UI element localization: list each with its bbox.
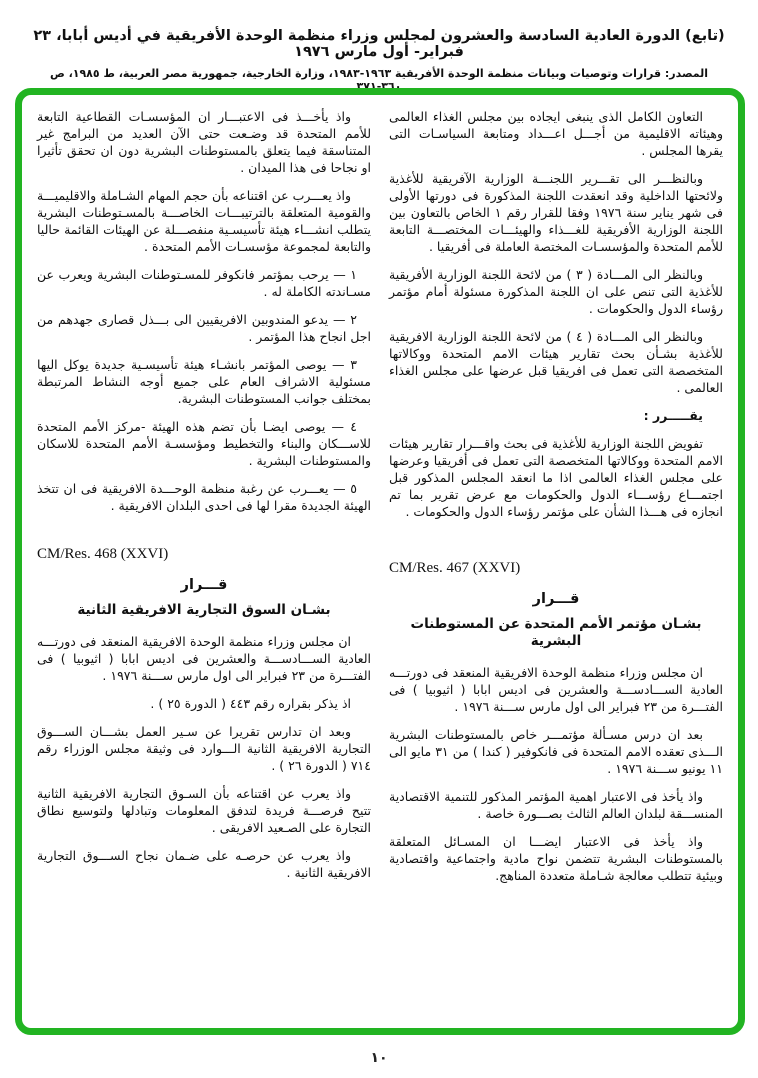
resolution-number-467: CM/Res. 467 (XXVI) (389, 560, 521, 576)
paragraph: واذ يأخذ فى الاعتبار ايضـــا ان المسـائل المتعلقة بالمستوطنات البشرية تتضمن نواح مادية واجتماعية واقتصادية وبيئية تتطلب معالجة شـاملة متعددة المناهج. (389, 834, 723, 883)
page-number: ١٠ (370, 1050, 388, 1066)
numbered-item: ١ — يرحب بمؤتمر فانكوفر للمسـتوطنات البشرية ويعرب عن مسـاندته الكاملة له . (37, 267, 371, 299)
paragraph: واذ يعـــرب عن اقتناعه بأن حجم المهام الشـاملة والاقليميـــة والقومية المتعلقة بالترتيبـــات الخاصـــة بالمسـتوطنات البشرية يتطلب انشـــاء هيئة تأسيسـية منفصـــلة عن الهيئات القائمة حاليا والتابعة لمجموعة مؤسسـات الأمم المتحدة . (37, 188, 371, 254)
numbered-item: ٤ — يوصى ايضـا بأن تضم هذه الهيئة -مركز الأمم المتحدة للاســـكان والبناء والتخطيط ومؤسسـة الأمم المتحدة للاسكان والمستوطنات البشرية . (37, 419, 371, 468)
left-column (37, 108, 371, 1018)
resolution-subtitle: بشـان السوق التجارية الافريقية الثانية (77, 602, 331, 618)
paragraph: اذ يذكر بقراره رقم ٤٤٣ ( الدورة ٢٥ ) . (150, 696, 351, 711)
numbered-item: ٣ — يوصى المؤتمر بانشـاء هيئة تأسيسـية جديدة يوكل اليها مسئولية الاشراف العام على جميع أوجه النشاط المرتبطة بمختلف جوانب المستوطنات البشرية. (37, 357, 371, 406)
paragraph: واذ يأخذ فى الاعتبار اهمية المؤتمر المذكور للتنمية الاقتصادية المنســـقة لبلدان العالم الثالث بصـــورة خاصة . (389, 789, 723, 821)
paragraph: التعاون الكامل الذى ينبغى ايجاده بين مجلس الغذاء العالمى وهيئاته الاقليمية من أجـــل اعـــداد ومتابعة السياسـات التى يقرها المجلس . (389, 109, 723, 158)
paragraph: واذ يعرب عن اقتناعه بأن السـوق التجارية الافريقية الثانية تتيح فرصـــة فريدة لتدفق المعلومات وتبادلها ولتوسيع نطاق التجارة على الصـعيد الافريقى . (37, 786, 371, 835)
decision-word: يقـــــرر : (643, 408, 703, 423)
two-column-layout (37, 108, 723, 1018)
paragraph: بعد ان درس مسـألة مؤتمـــر خاص بالمستوطنات البشرية الـــذى تعقده الامم المتحدة فى فانكوفير ( كندا ) من ٣١ مايو الى ١١ يونيو ســـنة ١٩٧٦ . (389, 727, 724, 776)
paragraph: وبالنظر الى المـــادة ( ٣ ) من لائحة اللجنة الوزارية الأفريقية للأغذية التى تنص على ان اللجنة المذكورة مسئولة أمام مؤتمر رؤساء الدول والحكومات . (389, 267, 723, 316)
right-column (389, 108, 723, 1018)
resolution-title: قـــرار (180, 577, 228, 593)
paragraph: وبالنظـــر الى تقـــرير اللجنـــة الوزارية الآفريقية للأغذية ولائحتها الداخلية وقد انعقدت اللجنة المذكورة فى دورتها الأولى فى شهر يناير سنة ١٩٧٦ وفقا للقرار رقم ١ الخاص بالتعاون بين اللجنة الوزارية الأفريقية للغـــذاء والهيئـــات المختصـــة التابعة للأمم المتحدة والمؤسسـات المختصة العاملة فى أفريقيا . (389, 171, 723, 254)
paragraph: وبعد ان تدارس تقريرا عن سـير العمل بشـــان الســـوق التجارية الافريقية الثانية الـــوارد فى وثيقة مجلس الوزراء رقم ٧١٤ ( الدورة ٢٦ ) . (37, 724, 371, 773)
paragraph: واذ يأخـــذ فى الاعتبـــار ان المؤسسـات القطاعية التابعة للأمم المتحدة قد وضـعت حتى الآن العديد من البرامج غير المتناسقة فيما يتعلق بالمستوطنات البشرية دون ان تحقق تأثيرا او نجاحا فى هذا الميدان . (37, 109, 371, 175)
paragraph: ان مجلس وزراء منظمة الوحدة الافريقية المنعقد فى دورتـــه العادية الســـادســـة والعشرين فى اديس ابابا ( اثيوبيا ) فى الفتـــرة من ٢٣ فبراير الى اول مارس ســـنة ١٩٧٦ . (37, 634, 371, 683)
paragraph: ان مجلس وزراء منظمة الوحدة الافريقية المنعقد فى دورتـــه العادية الســـادســـة والعشرين فى اديس ابابا ( اثيوبيا ) فى الفتـــرة من ٢٣ فبراير الى اول مارس ســـنة ١٩٧٦ . (389, 665, 723, 714)
resolution-number-468: CM/Res. 468 (XXVI) (37, 546, 169, 562)
header-session-title: (تابع) الدورة العادية السادسة والعشرون لمجلس وزراء منظمة الوحدة الأفريقية في أديس أبابا، ٢٣ فبراير- أول مارس ١٩٧٦ (33, 28, 725, 60)
green-border-content-box (15, 88, 745, 1035)
resolution-title: قـــرار (532, 591, 580, 607)
paragraph: تفويض اللجنة الوزارية للأغذية فى بحث واقـــرار تقارير هيئات الامم المتحدة ووكالاتها المتخصصة التى تعمل فى أفريقيا وعرضها على مجلس الغذاء العالمى اذا ما انعقد المجلس المذكور قبل اجتمـــاع رؤســـاء الدول والحكومات مع عرض تقرير بما تم انجازه فى هـــذا الشأن على مؤتمر رؤساء الدول والحكومات . (389, 436, 723, 519)
resolution-subtitle: بشـان مؤتمر الأمم المتحدة عن المستوطنات البشرية (410, 616, 702, 649)
paragraph: واذ يعرب عن حرصـه على ضـمان نجاح الســـوق التجارية الافريقية الثانية . (37, 848, 371, 880)
page-header (0, 0, 758, 93)
header-source-line: المصدر: قرارات وتوصيات وبيانات منظمة الوحدة الأفريقية ١٩٦٣-١٩٨٣، وزارة الخارجية، جمهورية مصر العربية، ط ١٩٨٥، ص ٣٦٠-٣٧١ (49, 67, 709, 93)
numbered-item: ٥ — يعـــرب عن رغبة منظمة الوحـــدة الافريقية فى ان تتخذ الهيئة الجديدة مقرا لها فى احدى البلدان الافريقية . (37, 481, 371, 513)
paragraph: وبالنظر الى المـــادة ( ٤ ) من لائحة اللجنة الوزارية الافريقية للأغذية بشـأن بحث تقارير هيئات الامم المتحدة ووكالاتها المتخصصة التى تعمل فى افريقيا قبل عرضها على مجلس الغذاء العالمى . (389, 329, 723, 395)
numbered-item: ٢ — يدعو المندوبين الافريقيين الى بـــذل قصارى جهدهم من اجل انجاح هذا المؤتمر . (37, 312, 371, 344)
